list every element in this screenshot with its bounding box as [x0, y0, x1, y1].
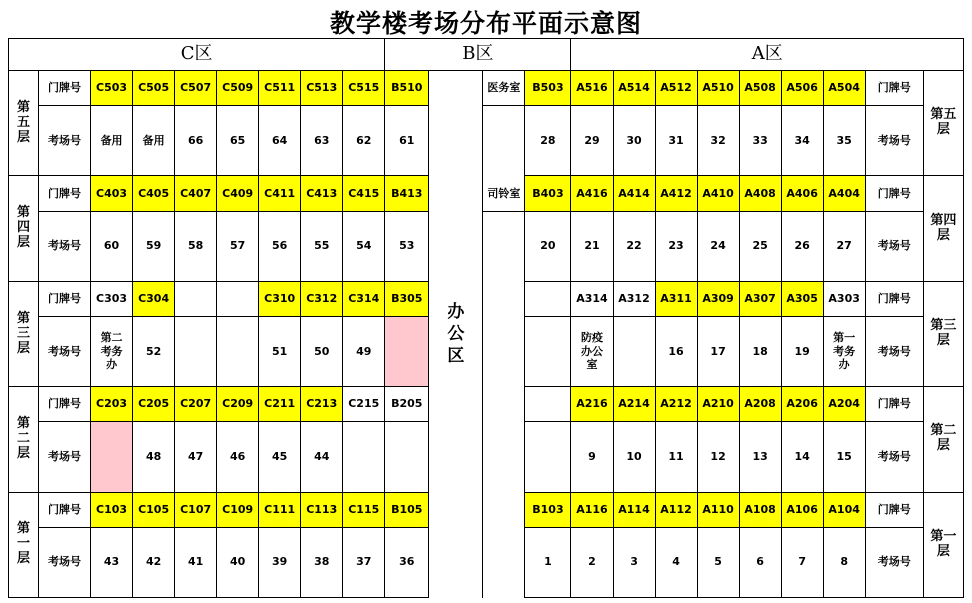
- c-exam-room-number: [343, 422, 385, 492]
- b-exam-room-number: 61: [385, 106, 429, 176]
- a-exam-room-number: 23: [655, 211, 697, 281]
- a-exam-room-number: [613, 316, 655, 386]
- c-door-number: C407: [175, 176, 217, 211]
- a-exam-room-number: 4: [655, 527, 697, 597]
- b-door-number: [525, 281, 571, 316]
- a-exam-room-number: 31: [655, 106, 697, 176]
- b-exam-room-number: [385, 422, 429, 492]
- c-exam-room-number: [91, 422, 133, 492]
- door-number-label: 门牌号: [39, 176, 91, 211]
- door-number-label: 门牌号: [865, 281, 923, 316]
- a-exam-room-number: 15: [823, 422, 865, 492]
- floor-label-right: 第二 层: [923, 387, 963, 492]
- floor-label-left: 第 一 层: [9, 492, 39, 597]
- a-door-number: A110: [697, 492, 739, 527]
- floor-label-left: 第 二 层: [9, 387, 39, 492]
- c-exam-room-number: 58: [175, 211, 217, 281]
- c-exam-room-number: 48: [133, 422, 175, 492]
- a-door-number: A114: [613, 492, 655, 527]
- c-door-number: [217, 281, 259, 316]
- c-door-number: C203: [91, 387, 133, 422]
- a-exam-room-number: 8: [823, 527, 865, 597]
- a-exam-room-number: 27: [823, 211, 865, 281]
- b-door-number: B103: [525, 492, 571, 527]
- c-door-number: C405: [133, 176, 175, 211]
- c-exam-room-number: 37: [343, 527, 385, 597]
- b-door-number: B413: [385, 176, 429, 211]
- a-exam-room-number: 16: [655, 316, 697, 386]
- floor-label-left: 第 四 层: [9, 176, 39, 281]
- c-exam-room-number: 39: [259, 527, 301, 597]
- c-exam-room-number: 60: [91, 211, 133, 281]
- exam-room-label: 考场号: [39, 316, 91, 386]
- c-door-number: C211: [259, 387, 301, 422]
- c-exam-room-number: 54: [343, 211, 385, 281]
- a-exam-room-number: 12: [697, 422, 739, 492]
- a-door-number: A414: [613, 176, 655, 211]
- c-door-number: C303: [91, 281, 133, 316]
- c-exam-room-number: 62: [343, 106, 385, 176]
- a-door-number: A416: [571, 176, 613, 211]
- door-number-label: 门牌号: [865, 71, 923, 106]
- c-door-number: C411: [259, 176, 301, 211]
- a-exam-room-number: 19: [781, 316, 823, 386]
- c-door-number: C205: [133, 387, 175, 422]
- door-number-label: 门牌号: [865, 387, 923, 422]
- b-exam-room-number: [525, 422, 571, 492]
- a-door-number: A311: [655, 281, 697, 316]
- a-exam-room-number: 14: [781, 422, 823, 492]
- floor-label-right: 第一 层: [923, 492, 963, 597]
- a-door-number: A305: [781, 281, 823, 316]
- b-exam-room-number: 20: [525, 211, 571, 281]
- c-exam-room-number: 52: [133, 316, 175, 386]
- a-door-number: A106: [781, 492, 823, 527]
- b-service-room-label: [483, 387, 525, 422]
- a-door-number: A410: [697, 176, 739, 211]
- a-exam-room-number: 5: [697, 527, 739, 597]
- door-number-label: 门牌号: [39, 492, 91, 527]
- c-door-number: C403: [91, 176, 133, 211]
- a-door-number: A210: [697, 387, 739, 422]
- c-exam-room-number: 51: [259, 316, 301, 386]
- a-exam-room-number: 25: [739, 211, 781, 281]
- c-door-number: C415: [343, 176, 385, 211]
- b-service-room-blank: [483, 527, 525, 597]
- c-door-number: C115: [343, 492, 385, 527]
- b-service-room-label: [483, 281, 525, 316]
- c-exam-room-number: [217, 316, 259, 386]
- floor-label-left: 第 三 层: [9, 281, 39, 386]
- c-exam-room-number: 备用: [133, 106, 175, 176]
- c-door-number: C314: [343, 281, 385, 316]
- a-door-number: A104: [823, 492, 865, 527]
- door-number-label: 门牌号: [39, 387, 91, 422]
- c-door-number: C113: [301, 492, 343, 527]
- exam-room-label: 考场号: [39, 211, 91, 281]
- b-exam-room-number: [385, 316, 429, 386]
- b-service-room-label: 司铃室: [483, 176, 525, 211]
- a-door-number: A307: [739, 281, 781, 316]
- a-door-number: A510: [697, 71, 739, 106]
- a-exam-room-number: 26: [781, 211, 823, 281]
- c-door-number: C207: [175, 387, 217, 422]
- c-exam-room-number: 42: [133, 527, 175, 597]
- exam-room-label: 考场号: [865, 106, 923, 176]
- c-door-number: C413: [301, 176, 343, 211]
- c-door-number: C103: [91, 492, 133, 527]
- a-exam-room-number: 3: [613, 527, 655, 597]
- a-door-number: A512: [655, 71, 697, 106]
- floor-label-right: 第五 层: [923, 71, 963, 176]
- a-door-number: A206: [781, 387, 823, 422]
- a-door-number: A108: [739, 492, 781, 527]
- c-exam-room-number: 45: [259, 422, 301, 492]
- exam-room-label: 考场号: [865, 422, 923, 492]
- b-exam-room-number: 28: [525, 106, 571, 176]
- zone-header-b: B区: [385, 39, 571, 71]
- a-exam-room-number: 30: [613, 106, 655, 176]
- c-exam-room-number: 38: [301, 527, 343, 597]
- c-exam-room-number: 57: [217, 211, 259, 281]
- b-exam-room-number: 36: [385, 527, 429, 597]
- a-exam-room-number: 32: [697, 106, 739, 176]
- c-exam-room-number: 44: [301, 422, 343, 492]
- floor-label-left: 第 五 层: [9, 71, 39, 176]
- door-number-label: 门牌号: [39, 281, 91, 316]
- b-service-room-blank: [483, 316, 525, 386]
- exam-room-label: 考场号: [865, 316, 923, 386]
- b-exam-room-number: 53: [385, 211, 429, 281]
- b-door-number: [525, 387, 571, 422]
- a-exam-room-number: 22: [613, 211, 655, 281]
- a-door-number: A406: [781, 176, 823, 211]
- c-door-number: C215: [343, 387, 385, 422]
- c-exam-room-number: 49: [343, 316, 385, 386]
- b-service-room-label: 医务室: [483, 71, 525, 106]
- a-door-number: A504: [823, 71, 865, 106]
- c-door-number: [175, 281, 217, 316]
- a-exam-room-number: 18: [739, 316, 781, 386]
- c-exam-room-number: 66: [175, 106, 217, 176]
- a-exam-room-number: 33: [739, 106, 781, 176]
- a-door-number: A303: [823, 281, 865, 316]
- a-exam-room-number: 13: [739, 422, 781, 492]
- a-door-number: A506: [781, 71, 823, 106]
- b-door-number: B503: [525, 71, 571, 106]
- c-door-number: C409: [217, 176, 259, 211]
- c-exam-room-number: 43: [91, 527, 133, 597]
- exam-room-label: 考场号: [865, 527, 923, 597]
- b-service-room-label: [483, 492, 525, 527]
- zone-header-a: A区: [571, 39, 964, 71]
- a-door-number: A408: [739, 176, 781, 211]
- c-door-number: C105: [133, 492, 175, 527]
- c-door-number: C213: [301, 387, 343, 422]
- c-door-number: C209: [217, 387, 259, 422]
- a-door-number: A216: [571, 387, 613, 422]
- a-exam-room-number: 24: [697, 211, 739, 281]
- exam-room-label: 考场号: [39, 106, 91, 176]
- b-service-room-blank: [483, 106, 525, 176]
- c-door-number: C507: [175, 71, 217, 106]
- c-exam-room-number: 备用: [91, 106, 133, 176]
- c-door-number: C515: [343, 71, 385, 106]
- c-exam-room-number: 41: [175, 527, 217, 597]
- a-exam-room-number: 34: [781, 106, 823, 176]
- a-door-number: A312: [613, 281, 655, 316]
- c-door-number: C310: [259, 281, 301, 316]
- a-exam-room-number: 第一 考务 办: [823, 316, 865, 386]
- b-door-number: B403: [525, 176, 571, 211]
- c-exam-room-number: 46: [217, 422, 259, 492]
- b-exam-room-number: 1: [525, 527, 571, 597]
- a-door-number: A514: [613, 71, 655, 106]
- a-door-number: A309: [697, 281, 739, 316]
- a-door-number: A204: [823, 387, 865, 422]
- a-door-number: A516: [571, 71, 613, 106]
- a-exam-room-number: 17: [697, 316, 739, 386]
- a-door-number: A314: [571, 281, 613, 316]
- floor-label-right: 第四 层: [923, 176, 963, 281]
- c-door-number: C107: [175, 492, 217, 527]
- a-exam-room-number: 11: [655, 422, 697, 492]
- exam-room-grid: [8, 38, 964, 598]
- door-number-label: 门牌号: [39, 71, 91, 106]
- a-door-number: A404: [823, 176, 865, 211]
- exam-room-label: 考场号: [865, 211, 923, 281]
- exam-room-label: 考场号: [39, 422, 91, 492]
- a-door-number: A212: [655, 387, 697, 422]
- c-door-number: C304: [133, 281, 175, 316]
- a-exam-room-number: 35: [823, 106, 865, 176]
- a-door-number: A116: [571, 492, 613, 527]
- c-exam-room-number: 59: [133, 211, 175, 281]
- c-door-number: C109: [217, 492, 259, 527]
- a-exam-room-number: 防疫 办公 室: [571, 316, 613, 386]
- a-door-number: A214: [613, 387, 655, 422]
- door-number-label: 门牌号: [865, 176, 923, 211]
- c-door-number: C503: [91, 71, 133, 106]
- c-door-number: C513: [301, 71, 343, 106]
- b-door-number: B105: [385, 492, 429, 527]
- c-exam-room-number: 40: [217, 527, 259, 597]
- c-exam-room-number: 63: [301, 106, 343, 176]
- b-door-number: B205: [385, 387, 429, 422]
- b-service-room-blank: [483, 422, 525, 492]
- door-number-label: 门牌号: [865, 492, 923, 527]
- a-exam-room-number: 10: [613, 422, 655, 492]
- a-exam-room-number: 29: [571, 106, 613, 176]
- c-exam-room-number: 50: [301, 316, 343, 386]
- c-exam-room-number: 第二 考务 办: [91, 316, 133, 386]
- c-door-number: C509: [217, 71, 259, 106]
- floor-label-right: 第三 层: [923, 281, 963, 386]
- page-title: 教学楼考场分布平面示意图: [329, 9, 642, 38]
- c-exam-room-number: 65: [217, 106, 259, 176]
- a-door-number: A412: [655, 176, 697, 211]
- c-door-number: C312: [301, 281, 343, 316]
- c-door-number: C511: [259, 71, 301, 106]
- exam-room-label: 考场号: [39, 527, 91, 597]
- office-zone-label: 办 公 区: [429, 71, 483, 598]
- b-door-number: B510: [385, 71, 429, 106]
- c-door-number: C111: [259, 492, 301, 527]
- zone-header-c: C区: [9, 39, 385, 71]
- a-exam-room-number: 9: [571, 422, 613, 492]
- b-door-number: B305: [385, 281, 429, 316]
- c-exam-room-number: 64: [259, 106, 301, 176]
- a-exam-room-number: 7: [781, 527, 823, 597]
- c-exam-room-number: 56: [259, 211, 301, 281]
- c-exam-room-number: [175, 316, 217, 386]
- a-door-number: A508: [739, 71, 781, 106]
- a-exam-room-number: 2: [571, 527, 613, 597]
- b-service-room-blank: [483, 211, 525, 281]
- a-exam-room-number: 6: [739, 527, 781, 597]
- a-door-number: A112: [655, 492, 697, 527]
- c-exam-room-number: 47: [175, 422, 217, 492]
- c-exam-room-number: 55: [301, 211, 343, 281]
- b-exam-room-number: [525, 316, 571, 386]
- c-door-number: C505: [133, 71, 175, 106]
- a-exam-room-number: 21: [571, 211, 613, 281]
- a-door-number: A208: [739, 387, 781, 422]
